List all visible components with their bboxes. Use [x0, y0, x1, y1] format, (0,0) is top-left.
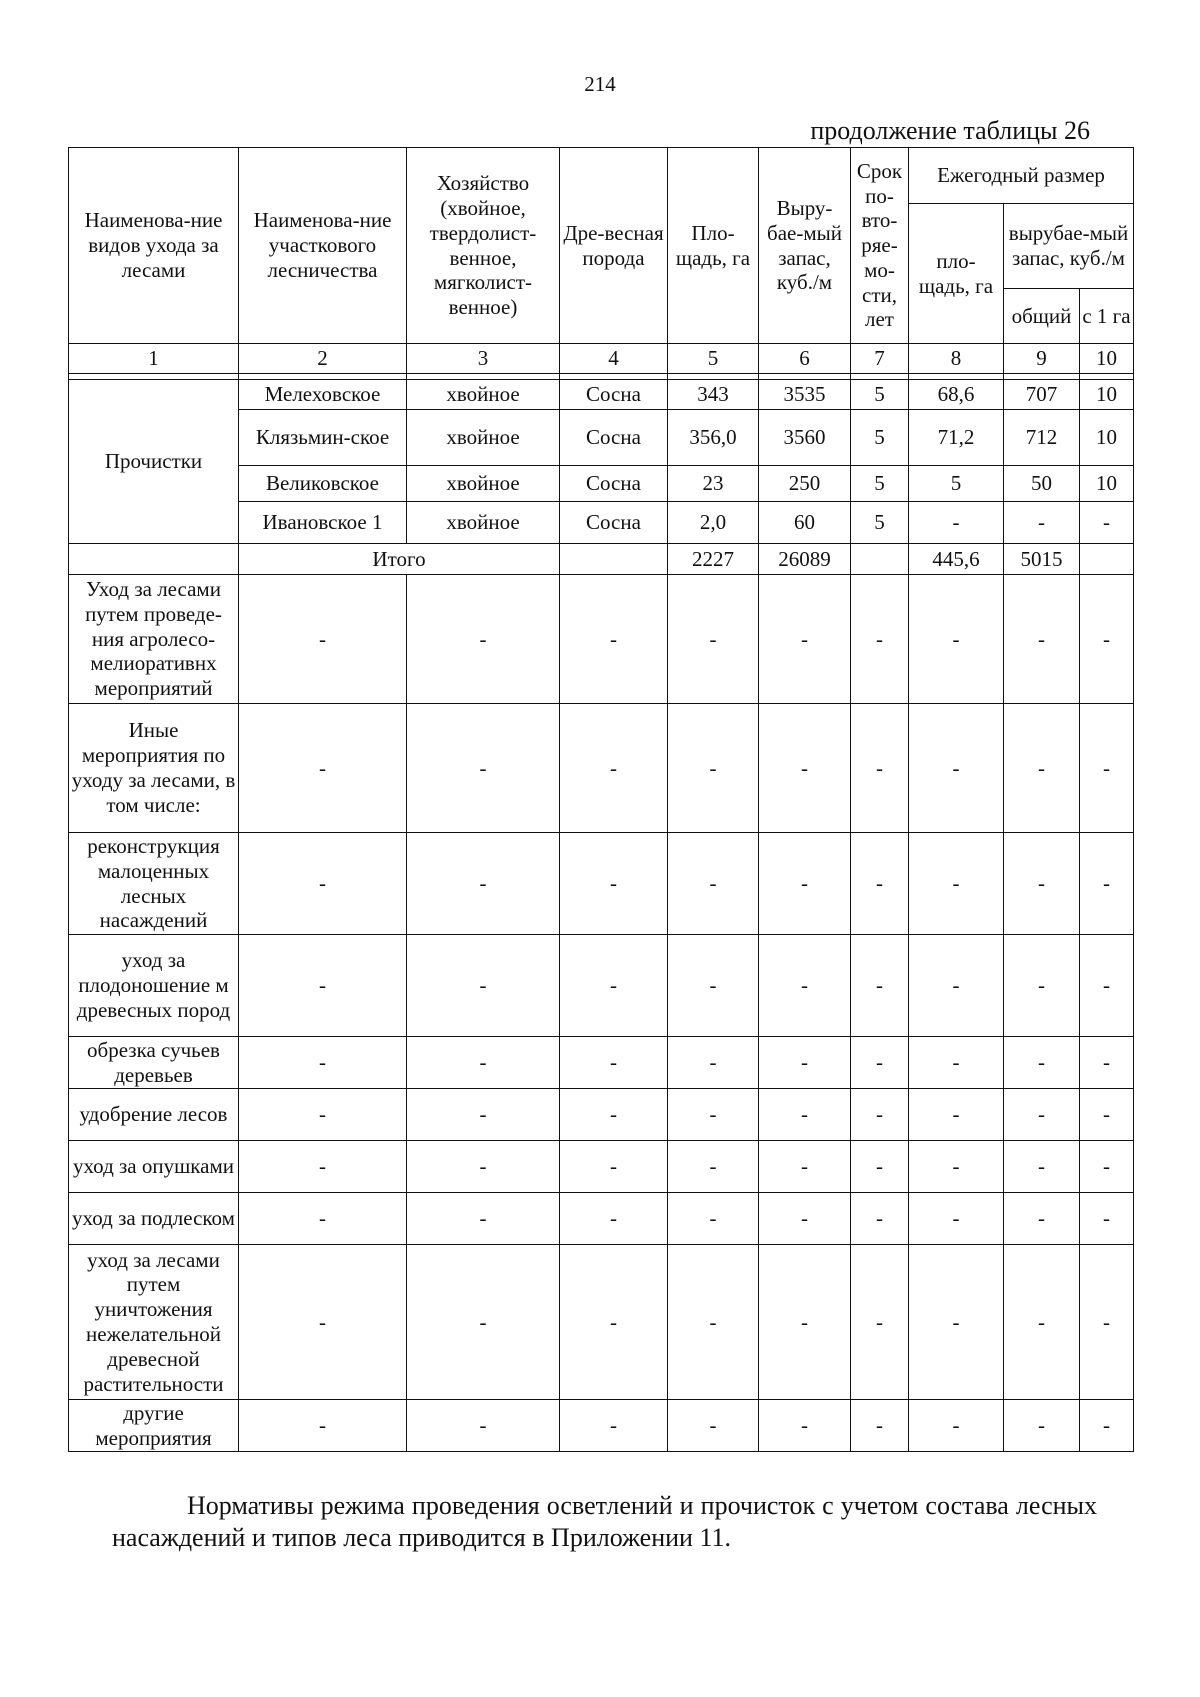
dash-cell: - [1004, 833, 1080, 935]
care-type-name: другие мероприятия [69, 1400, 239, 1452]
dash-cell: - [1004, 1141, 1080, 1193]
dash-cell: - [1080, 1037, 1134, 1089]
dash-cell: - [851, 1141, 909, 1193]
total-label: Итого [239, 544, 560, 575]
cell-ann-total: - [1004, 502, 1080, 544]
empty-cell [851, 544, 909, 575]
column-number-row [69, 344, 1134, 374]
forestry-name: Клязьмин-ское [239, 410, 407, 466]
cell-ann-area: - [909, 502, 1004, 544]
dash-cell: - [851, 935, 909, 1037]
dash-cell: - [407, 833, 560, 935]
dash-cell: - [407, 935, 560, 1037]
care-type-name: уход за подлеском [69, 1193, 239, 1245]
empty-cell [1080, 544, 1134, 575]
column-number: 4 [560, 344, 668, 374]
dash-cell: - [851, 704, 909, 833]
dash-cell: - [909, 1037, 1004, 1089]
dash-cell: - [560, 1245, 668, 1400]
dash-cell: - [668, 833, 759, 935]
cell-area: 356,0 [668, 410, 759, 466]
column-number: 8 [909, 344, 1004, 374]
table-row [69, 380, 1134, 410]
dash-cell: - [560, 575, 668, 704]
dash-cell: - [239, 833, 407, 935]
table-row [69, 833, 1134, 935]
dash-cell: - [560, 833, 668, 935]
forest-care-table [68, 147, 1134, 1452]
dash-cell: - [1004, 1037, 1080, 1089]
column-number: 6 [759, 344, 851, 374]
care-type-name: удобрение лесов [69, 1089, 239, 1141]
column-number: 2 [239, 344, 407, 374]
care-type-name: Иные мероприятия по уходу за лесами, в том числе: [69, 704, 239, 833]
cell-species: Сосна [560, 380, 668, 410]
table-caption: продолжение таблицы 26 [810, 116, 1090, 145]
header-period: Срок по-вто-ряе-мо-сти, лет [851, 148, 909, 344]
dash-cell: - [239, 1037, 407, 1089]
cell-area: 343 [668, 380, 759, 410]
dash-cell: - [1080, 833, 1134, 935]
dash-cell: - [407, 1089, 560, 1141]
dash-cell: - [909, 1193, 1004, 1245]
dash-cell: - [851, 833, 909, 935]
dash-cell: - [759, 575, 851, 704]
cell-ann-area: 68,6 [909, 380, 1004, 410]
dash-cell: - [407, 1245, 560, 1400]
table-row [69, 1089, 1134, 1141]
cell-ann-per-ha: 10 [1080, 466, 1134, 502]
care-type-name: уход за лесами путем уничтожения нежелательной древесной растительности [69, 1245, 239, 1400]
cell-volume: 250 [759, 466, 851, 502]
forestry-name: Ивановское 1 [239, 502, 407, 544]
care-type-name: уход за плодоношение м древесных пород [69, 935, 239, 1037]
table-row [69, 1193, 1134, 1245]
page-number: 214 [584, 72, 616, 96]
cell-farm: хвойное [407, 410, 560, 466]
dash-cell: - [560, 1089, 668, 1141]
total-row [69, 544, 1134, 575]
dash-cell: - [1080, 575, 1134, 704]
dash-cell: - [407, 704, 560, 833]
header-forestry: Наименова-ние участкового лесничества [239, 148, 407, 344]
total-volume: 26089 [759, 544, 851, 575]
dash-cell: - [1004, 704, 1080, 833]
cell-volume: 3535 [759, 380, 851, 410]
dash-cell: - [1004, 1400, 1080, 1452]
group-label: Прочистки [69, 380, 239, 544]
total-annual-area: 445,6 [909, 544, 1004, 575]
table-row [69, 935, 1134, 1037]
dash-cell: - [407, 1193, 560, 1245]
cell-species: Сосна [560, 466, 668, 502]
dash-cell: - [759, 1245, 851, 1400]
dash-cell: - [909, 1245, 1004, 1400]
column-number: 7 [851, 344, 909, 374]
dash-cell: - [851, 1037, 909, 1089]
dash-cell: - [909, 833, 1004, 935]
dash-cell: - [909, 1400, 1004, 1452]
dash-cell: - [759, 1141, 851, 1193]
dash-cell: - [560, 1141, 668, 1193]
dash-cell: - [239, 575, 407, 704]
cell-ann-per-ha: - [1080, 502, 1134, 544]
cell-area: 2,0 [668, 502, 759, 544]
dash-cell: - [560, 1193, 668, 1245]
dash-cell: - [239, 1245, 407, 1400]
cell-species: Сосна [560, 502, 668, 544]
header-species: Дре-весная порода [560, 148, 668, 344]
dash-cell: - [1004, 1245, 1080, 1400]
dash-cell: - [668, 1245, 759, 1400]
cell-period: 5 [851, 502, 909, 544]
table-row [69, 575, 1134, 704]
dash-cell: - [759, 935, 851, 1037]
cell-ann-area: 71,2 [909, 410, 1004, 466]
footnote-paragraph: Нормативы режима проведения осветлений и прочисток с учетом состава лесных насаждений и типов леса приводится в Приложении 11. [112, 1491, 1097, 1553]
care-type-name: реконструкция малоценных лесных насаждений [69, 833, 239, 935]
dash-cell: - [239, 935, 407, 1037]
dash-cell: - [1004, 935, 1080, 1037]
cell-period: 5 [851, 380, 909, 410]
empty-cell [560, 544, 668, 575]
header-care-type: Наименова-ние видов ухода за лесами [69, 148, 239, 344]
dash-cell: - [407, 575, 560, 704]
forestry-name: Великовское [239, 466, 407, 502]
dash-cell: - [851, 1089, 909, 1141]
dash-cell: - [759, 1089, 851, 1141]
dash-cell: - [239, 1193, 407, 1245]
dash-cell: - [759, 1400, 851, 1452]
dash-cell: - [668, 1089, 759, 1141]
dash-cell: - [1080, 704, 1134, 833]
dash-cell: - [1080, 1089, 1134, 1141]
empty-cell [69, 544, 239, 575]
dash-cell: - [1004, 575, 1080, 704]
dash-cell: - [668, 935, 759, 1037]
header-annual-total: общий [1004, 289, 1080, 344]
dash-cell: - [909, 1141, 1004, 1193]
dash-cell: - [909, 575, 1004, 704]
dash-cell: - [1080, 1400, 1134, 1452]
cell-volume: 3560 [759, 410, 851, 466]
dash-cell: - [909, 935, 1004, 1037]
dash-cell: - [560, 1400, 668, 1452]
dash-cell: - [759, 704, 851, 833]
dash-cell: - [407, 1037, 560, 1089]
dash-cell: - [851, 1400, 909, 1452]
cell-ann-per-ha: 10 [1080, 380, 1134, 410]
dash-cell: - [668, 1037, 759, 1089]
column-number: 3 [407, 344, 560, 374]
dash-cell: - [759, 1037, 851, 1089]
dash-cell: - [1004, 1089, 1080, 1141]
total-annual-volume: 5015 [1004, 544, 1080, 575]
dash-cell: - [1080, 1141, 1134, 1193]
column-number: 9 [1004, 344, 1080, 374]
dash-cell: - [759, 1193, 851, 1245]
table-row [69, 1037, 1134, 1089]
dash-cell: - [1080, 935, 1134, 1037]
dash-cell: - [407, 1141, 560, 1193]
dash-cell: - [668, 1400, 759, 1452]
cell-period: 5 [851, 410, 909, 466]
dash-cell: - [668, 704, 759, 833]
header-annual-area: пло-щадь, га [909, 204, 1004, 344]
dash-cell: - [1004, 1193, 1080, 1245]
column-number: 5 [668, 344, 759, 374]
dash-cell: - [560, 704, 668, 833]
header-annual-per-ha: с 1 га [1080, 289, 1134, 344]
table-row [69, 1141, 1134, 1193]
dash-cell: - [668, 575, 759, 704]
cell-farm: хвойное [407, 466, 560, 502]
header-volume: Выру-бае-мый запас, куб./м [759, 148, 851, 344]
column-number: 10 [1080, 344, 1134, 374]
dash-cell: - [909, 704, 1004, 833]
dash-cell: - [560, 1037, 668, 1089]
table-row [69, 1245, 1134, 1400]
dash-cell: - [668, 1193, 759, 1245]
dash-cell: - [239, 1141, 407, 1193]
cell-farm: хвойное [407, 502, 560, 544]
care-type-name: уход за опушками [69, 1141, 239, 1193]
dash-cell: - [759, 833, 851, 935]
header-farm-type: Хозяйство (хвойное, твердолист-венное, мягколист-венное) [407, 148, 560, 344]
cell-ann-total: 707 [1004, 380, 1080, 410]
dash-cell: - [560, 935, 668, 1037]
dash-cell: - [239, 1400, 407, 1452]
column-number: 1 [69, 344, 239, 374]
table-row [69, 704, 1134, 833]
care-type-name: Уход за лесами путем проведе-ния агролесо-мелиоративнх мероприятий [69, 575, 239, 704]
cell-period: 5 [851, 466, 909, 502]
total-area: 2227 [668, 544, 759, 575]
cell-ann-area: 5 [909, 466, 1004, 502]
forestry-name: Мелеховское [239, 380, 407, 410]
dash-cell: - [407, 1400, 560, 1452]
dash-cell: - [851, 1245, 909, 1400]
header-annual-size: Ежегодный размер [909, 148, 1134, 204]
dash-cell: - [668, 1141, 759, 1193]
dash-cell: - [239, 704, 407, 833]
cell-ann-per-ha: 10 [1080, 410, 1134, 466]
cell-farm: хвойное [407, 380, 560, 410]
care-type-name: обрезка сучьев деревьев [69, 1037, 239, 1089]
cell-volume: 60 [759, 502, 851, 544]
dash-cell: - [851, 1193, 909, 1245]
cell-ann-total: 712 [1004, 410, 1080, 466]
cell-ann-total: 50 [1004, 466, 1080, 502]
dash-cell: - [1080, 1245, 1134, 1400]
dash-cell: - [1080, 1193, 1134, 1245]
dash-cell: - [909, 1089, 1004, 1141]
cell-species: Сосна [560, 410, 668, 466]
cell-area: 23 [668, 466, 759, 502]
dash-cell: - [239, 1089, 407, 1141]
header-annual-volume: вырубае-мый запас, куб./м [1004, 204, 1134, 289]
dash-cell: - [851, 575, 909, 704]
header-area: Пло-щадь, га [668, 148, 759, 344]
table-row [69, 1400, 1134, 1452]
